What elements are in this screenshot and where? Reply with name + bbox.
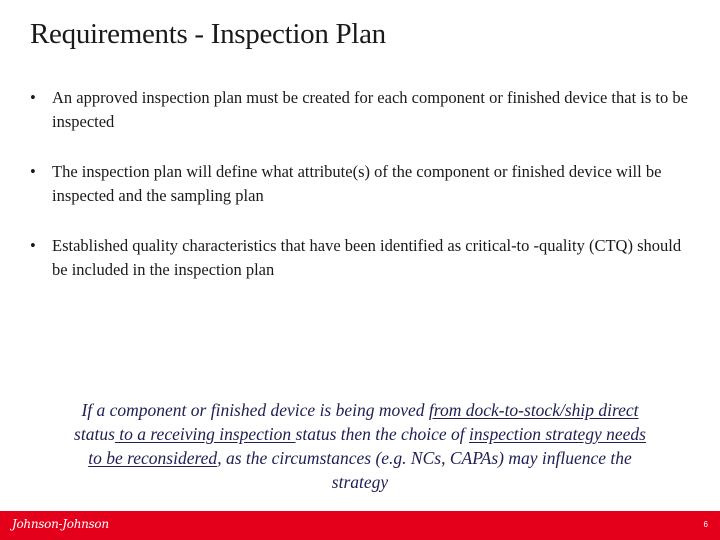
note-underlined-text: from dock-to-stock/ship direct bbox=[428, 400, 639, 420]
note-text: status bbox=[74, 424, 115, 444]
bullet-item bbox=[30, 86, 700, 134]
bullet-text: Established quality characteristics that have been identified as critical-to -quality (CTQ) should be included in the inspection plan bbox=[52, 236, 682, 279]
note-text: , as the circumstances (e.g. NCs, CAPAs) may influence the strategy bbox=[217, 448, 632, 492]
bullet-marker: • bbox=[30, 88, 36, 107]
bullet-item bbox=[30, 160, 700, 208]
inspection-strategy-note bbox=[70, 398, 650, 494]
bullet-list bbox=[30, 86, 700, 308]
slide-title: Requirements - Inspection Plan bbox=[30, 18, 386, 50]
bullet-marker: • bbox=[30, 162, 36, 181]
note-text: status then the choice of bbox=[295, 424, 470, 444]
note-underlined-text: inspection strategy needs to be reconsidered bbox=[88, 424, 646, 468]
bullet-marker: • bbox=[30, 236, 36, 255]
footer-bar bbox=[0, 511, 720, 540]
bullet-text: The inspection plan will define what attribute(s) of the component or finished device will be inspected and the sampling plan bbox=[52, 162, 662, 205]
bullet-text: An approved inspection plan must be created for each component or finished device that is to be inspected bbox=[52, 88, 688, 131]
page-number: 6 bbox=[703, 520, 708, 529]
note-underlined-text: to a receiving inspection bbox=[114, 424, 296, 444]
note-text: If a component or finished device is being moved bbox=[81, 400, 429, 420]
bullet-item bbox=[30, 234, 700, 282]
company-logo: Johnson-Johnson bbox=[12, 517, 109, 531]
